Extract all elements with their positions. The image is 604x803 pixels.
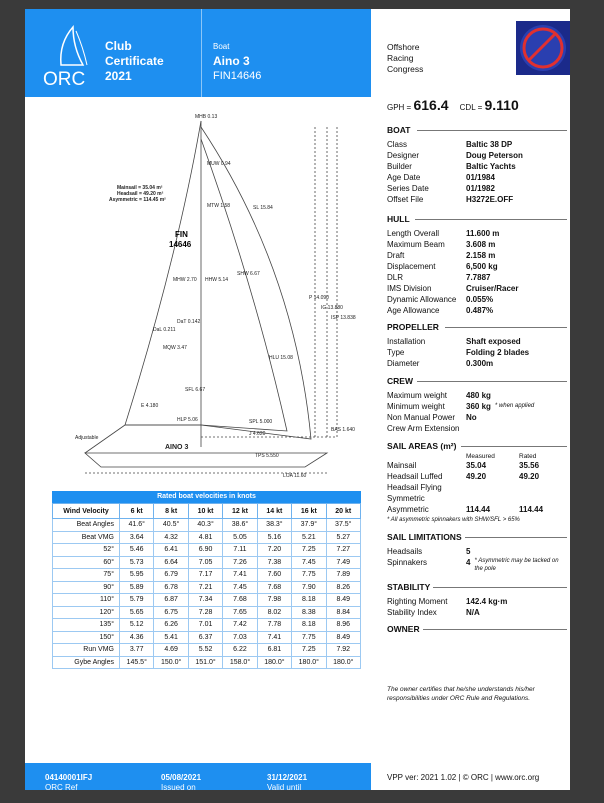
velocity-row-label: 90° — [53, 581, 120, 594]
drawing-sail-number-line1: FIN — [175, 230, 188, 239]
sail-area-row — [387, 493, 572, 504]
label-ig: IG 13.880 — [321, 305, 343, 311]
hull-row — [387, 250, 518, 261]
label-tps: TPS 5.550 — [255, 453, 279, 459]
label-loa: LOA 11.60 — [283, 473, 307, 479]
hull-label: Length Overall — [387, 229, 440, 238]
velocity-row-label: Gybe Angles — [53, 656, 120, 669]
velocity-cell: 7.45 — [292, 556, 326, 569]
velocity-cell: 4.36 — [120, 631, 154, 644]
velocity-cell: 180.0° — [292, 656, 326, 669]
velocity-cell: 7.68 — [223, 594, 257, 607]
velocity-cell: 6.90 — [188, 544, 222, 557]
velocity-column-header: 8 kt — [154, 504, 188, 519]
hull-row — [387, 305, 518, 316]
sail-limitations-section — [387, 532, 564, 573]
boat-value: Doug Peterson — [466, 151, 523, 160]
stability-row — [387, 596, 507, 607]
boat-label: Offset File — [387, 195, 424, 204]
propeller-section-title: PROPELLER — [387, 322, 529, 332]
velocity-column-header: 20 kt — [326, 504, 360, 519]
hull-label: IMS Division — [387, 284, 432, 293]
velocity-cell: 6.26 — [154, 619, 188, 632]
velocity-column-header: 6 kt — [120, 504, 154, 519]
sail-area-measured: 49.20 — [466, 472, 487, 481]
hull-row — [387, 261, 518, 272]
table-row — [53, 606, 361, 619]
hull-section — [387, 214, 518, 316]
propeller-value: Folding 2 blades — [466, 348, 530, 357]
area-asymmetric-label: Asymmetric = 114.45 m² — [109, 197, 166, 203]
boat-value: H3272E.OFF — [466, 195, 514, 204]
velocity-column-header: Wind Velocity — [53, 504, 120, 519]
spinnaker-outline — [201, 127, 311, 439]
velocity-cell: 7.28 — [188, 606, 222, 619]
velocity-cell: 7.75 — [292, 569, 326, 582]
ratings-line: GPH = 616.4 CDL = 9.110 — [387, 97, 519, 113]
stability-label: Stability Index — [387, 608, 437, 617]
label-mqw: MQW 3.47 — [163, 345, 187, 351]
club-certificate-title: Club Certificate 2021 — [105, 39, 164, 83]
drawing-sail-number — [169, 230, 192, 249]
label-shw: SHW 6.67 — [237, 271, 260, 277]
velocity-cell: 8.18 — [292, 594, 326, 607]
crew-note: * when applied — [494, 403, 535, 409]
velocity-cell: 7.75 — [292, 631, 326, 644]
crew-row — [387, 390, 534, 401]
stability-section-title: STABILITY — [387, 582, 507, 592]
propeller-label: Installation — [387, 337, 426, 346]
footer-banner — [25, 763, 371, 790]
sail-area-label: Symmetric — [387, 494, 425, 503]
rated-header: Rated — [519, 453, 537, 460]
velocity-cell: 7.25 — [292, 644, 326, 657]
velocity-cell: 7.41 — [257, 631, 291, 644]
crew-label: Minimum weight — [387, 402, 445, 411]
boat-section — [387, 125, 523, 205]
crew-label: Maximum weight — [387, 391, 448, 400]
velocity-cell: 151.0° — [188, 656, 222, 669]
velocity-cell: 180.0° — [257, 656, 291, 669]
certificate-page — [25, 9, 570, 790]
velocity-cell: 6.87 — [154, 594, 188, 607]
boat-section-title: BOAT — [387, 125, 523, 135]
velocity-cell: 145.5° — [120, 656, 154, 669]
propeller-section — [387, 322, 529, 369]
boat-value: Baltic Yachts — [466, 162, 516, 171]
velocity-cell: 8.18 — [292, 619, 326, 632]
crew-row — [387, 412, 534, 423]
velocity-cell: 7.38 — [257, 556, 291, 569]
hull-label: Maximum Beam — [387, 240, 445, 249]
velocity-cell: 5.41 — [154, 631, 188, 644]
velocity-cell: 7.92 — [326, 644, 360, 657]
stability-value: 142.4 kg·m — [466, 597, 508, 606]
table-row — [53, 581, 361, 594]
velocity-cell: 6.79 — [154, 569, 188, 582]
sail-area-label: Mainsail — [387, 461, 417, 470]
velocity-cell: 6.22 — [223, 644, 257, 657]
headsails-value: 5 — [466, 547, 471, 556]
hull-label: Age Allowance — [387, 306, 440, 315]
label-hlu: HLU 15.08 — [269, 355, 293, 361]
table-row — [53, 556, 361, 569]
sail-area-measured — [466, 493, 519, 504]
boat-value: 01/1982 — [466, 184, 495, 193]
velocity-cell: 7.26 — [223, 556, 257, 569]
boat-label: Series Date — [387, 184, 429, 193]
velocity-cell: 7.21 — [188, 581, 222, 594]
velocity-cell: 8.49 — [326, 631, 360, 644]
boat-row — [387, 194, 523, 205]
velocity-cell: 158.0° — [223, 656, 257, 669]
table-row — [53, 544, 361, 557]
table-row — [53, 619, 361, 632]
hull-name-label: AINO 3 — [165, 444, 189, 451]
velocity-table-title: Rated boat velocities in knots — [52, 491, 361, 503]
velocity-cell: 6.81 — [257, 644, 291, 657]
sail-area-rated: 35.56 — [519, 461, 540, 470]
velocity-cell: 40.3° — [188, 519, 222, 532]
label-dat: DaT 0.142 — [177, 319, 201, 325]
label-bas: BAS 1.640 — [331, 427, 355, 433]
velocity-cell: 5.73 — [120, 556, 154, 569]
velocity-cell: 5.89 — [120, 581, 154, 594]
velocity-cell: 7.98 — [257, 594, 291, 607]
orc-logo-icon — [39, 21, 103, 87]
velocity-row-label: 135° — [53, 619, 120, 632]
hull-value: Cruiser/Racer — [466, 284, 519, 293]
boat-label: Boat — [213, 42, 230, 51]
crew-value: No — [466, 413, 477, 422]
crew-section-title: CREW — [387, 376, 534, 386]
hull-value: 6,500 kg — [466, 262, 498, 271]
label-j: J 4.620 — [249, 431, 266, 437]
velocity-cell: 6.75 — [154, 606, 188, 619]
stability-section — [387, 582, 507, 618]
label-muw: MUW 0.94 — [207, 161, 231, 167]
velocity-row-label: Beat VMG — [53, 531, 120, 544]
velocity-cell: 5.16 — [257, 531, 291, 544]
label-dal: DaL 0.211 — [153, 327, 176, 333]
congress-stamp-icon — [516, 21, 570, 75]
boat-label: Age Date — [387, 173, 421, 182]
velocity-cell: 7.68 — [257, 581, 291, 594]
velocity-cell: 5.27 — [326, 531, 360, 544]
stability-label: Righting Moment — [387, 597, 448, 606]
label-spl: SPL 5.000 — [249, 419, 273, 425]
owner-section-title: OWNER — [387, 624, 420, 634]
velocity-cell: 7.89 — [326, 569, 360, 582]
sail-area-measured: 114.44 — [466, 505, 491, 514]
sail-area-label: Headsail Flying — [387, 483, 442, 492]
header-banner — [25, 9, 371, 97]
sail-area-measured: 35.04 — [466, 461, 487, 470]
velocity-table-header — [53, 504, 361, 519]
crew-section — [387, 376, 534, 434]
velocity-row-label: Run VMG — [53, 644, 120, 657]
crew-label: Crew Arm Extension — [387, 424, 460, 433]
velocity-cell: 41.6° — [120, 519, 154, 532]
mainsail-outline — [125, 121, 201, 425]
velocity-cell: 8.96 — [326, 619, 360, 632]
hull-label: DLR — [387, 273, 404, 282]
velocity-cell: 6.78 — [154, 581, 188, 594]
owner-note: The owner certifies that he/she understands his/her responsibilities under ORC Rule and Regulations. — [387, 686, 535, 702]
propeller-row — [387, 347, 529, 358]
hull-row — [387, 294, 518, 305]
crew-row — [387, 423, 534, 434]
propeller-label: Type — [387, 348, 405, 357]
boat-row — [387, 139, 523, 150]
header-divider — [201, 9, 202, 97]
velocity-cell: 7.11 — [223, 544, 257, 557]
velocity-row-label: Beat Angles — [53, 519, 120, 532]
velocity-cell: 180.0° — [326, 656, 360, 669]
velocity-cell: 5.46 — [120, 544, 154, 557]
velocity-cell: 5.05 — [223, 531, 257, 544]
boat-value: Baltic 38 DP — [466, 140, 513, 149]
velocity-column-header: 10 kt — [188, 504, 222, 519]
propeller-value: 0.300m — [466, 359, 494, 368]
table-row — [53, 519, 361, 532]
velocity-cell: 38.3° — [257, 519, 291, 532]
sail-plan-drawing — [65, 109, 365, 481]
area-mainsail-label: Mainsail = 35.04 m² — [117, 185, 163, 191]
spinnaker-note: * Asymmetric may be tacked on the pole — [474, 558, 559, 572]
hull-value: 11.600 m — [466, 229, 500, 238]
velocity-cell: 5.95 — [120, 569, 154, 582]
table-row — [53, 631, 361, 644]
label-p: P 14.090 — [309, 295, 329, 301]
velocity-cell: 4.81 — [188, 531, 222, 544]
velocity-cell: 7.90 — [292, 581, 326, 594]
velocity-cell: 5.65 — [120, 606, 154, 619]
boat-name: Aino 3 — [213, 54, 250, 68]
orc-ref: ORC Ref 04140001IFJ — [45, 773, 93, 792]
hull-row — [387, 272, 518, 283]
velocity-row-label: 75° — [53, 569, 120, 582]
velocity-cell: 7.45 — [223, 581, 257, 594]
velocity-cell: 6.41 — [154, 544, 188, 557]
velocity-cell: 8.49 — [326, 594, 360, 607]
sail-area-row — [387, 482, 572, 493]
velocity-cell: 7.05 — [188, 556, 222, 569]
velocity-row-label: 60° — [53, 556, 120, 569]
gph-value: 616.4 — [413, 97, 449, 113]
label-mhw2: HHW 5.14 — [205, 277, 229, 283]
label-sl: SL 15.84 — [253, 205, 273, 211]
sail-areas-section — [387, 441, 572, 523]
headsails-label: Headsails — [387, 547, 423, 556]
boat-label: Class — [387, 140, 408, 149]
boat-value: 01/1984 — [466, 173, 495, 182]
label-e: E 4.180 — [141, 403, 159, 409]
velocity-cell: 6.37 — [188, 631, 222, 644]
velocity-row-label: 120° — [53, 606, 120, 619]
velocity-row-label: 52° — [53, 544, 120, 557]
propeller-row — [387, 358, 529, 369]
velocity-cell: 7.34 — [188, 594, 222, 607]
velocity-cell: 7.49 — [326, 556, 360, 569]
spinnakers-value: 4 — [466, 558, 471, 567]
label-mhb: MHB 0.13 — [195, 114, 218, 120]
velocity-cell: 37.5° — [326, 519, 360, 532]
label-sfl: SFL 6.67 — [185, 387, 206, 393]
velocity-cell: 38.6° — [223, 519, 257, 532]
velocity-table — [52, 491, 361, 669]
velocity-cell: 8.02 — [257, 606, 291, 619]
table-row — [53, 531, 361, 544]
crew-label: Non Manual Power — [387, 413, 456, 422]
crew-value: 480 kg — [466, 391, 491, 400]
sail-area-measured — [466, 482, 519, 493]
boat-identity — [213, 42, 261, 82]
velocity-cell: 7.17 — [188, 569, 222, 582]
velocity-cell: 7.65 — [223, 606, 257, 619]
sail-area-rated: 114.44 — [519, 505, 544, 514]
hull-value: 0.055% — [466, 295, 494, 304]
hull-label: Draft — [387, 251, 405, 260]
boat-label: Designer — [387, 151, 420, 160]
table-row — [53, 594, 361, 607]
velocity-cell: 5.21 — [292, 531, 326, 544]
velocity-cell: 7.78 — [257, 619, 291, 632]
crew-value: 360 kg — [466, 402, 491, 411]
velocity-cell: 8.26 — [326, 581, 360, 594]
hull-row — [387, 283, 518, 294]
vpp-version: VPP ver: 2021 1.02 | © ORC | www.orc.org — [387, 773, 540, 782]
velocity-cell: 7.25 — [292, 544, 326, 557]
boat-row — [387, 172, 523, 183]
sail-number: FIN14646 — [213, 70, 262, 82]
velocity-cell: 6.64 — [154, 556, 188, 569]
sail-areas-note: * All asymmetric spinnakers with SHW/SFL > 65% — [387, 517, 520, 523]
velocity-cell: 4.32 — [154, 531, 188, 544]
hull-value: 0.487% — [466, 306, 494, 315]
velocity-row-label: 150° — [53, 631, 120, 644]
hull-section-title: HULL — [387, 214, 518, 224]
velocity-cell: 8.38 — [292, 606, 326, 619]
cdl-value: 9.110 — [484, 97, 519, 113]
propeller-label: Diameter — [387, 359, 420, 368]
label-mtw: MTW 1.58 — [207, 203, 231, 209]
velocity-cell: 150.0° — [154, 656, 188, 669]
velocity-column-header: 14 kt — [257, 504, 291, 519]
valid-until: Valid until 31/12/2021 — [267, 773, 308, 792]
hull-outline — [85, 453, 327, 467]
hull-value: 2.158 m — [466, 251, 496, 260]
propeller-row — [387, 336, 529, 347]
measured-header: Measured — [466, 453, 495, 460]
sail-area-row — [387, 504, 572, 515]
hull-label: Dynamic Allowance — [387, 295, 457, 304]
velocity-row-label: 110° — [53, 594, 120, 607]
owner-section — [387, 624, 420, 634]
sail-area-row — [387, 460, 572, 471]
boat-row — [387, 161, 523, 172]
velocity-cell: 5.52 — [188, 644, 222, 657]
boat-row — [387, 183, 523, 194]
label-hlp: HLP 5.06 — [177, 417, 198, 423]
label-mhw: MHW 2.70 — [173, 277, 197, 283]
velocity-cell: 7.03 — [223, 631, 257, 644]
velocity-cell: 7.20 — [257, 544, 291, 557]
velocity-cell: 5.79 — [120, 594, 154, 607]
velocity-cell: 5.12 — [120, 619, 154, 632]
velocity-table-body — [53, 519, 361, 669]
sail-area-label: Asymmetric — [387, 505, 429, 514]
sail-area-label: Headsail Luffed — [387, 472, 443, 481]
hull-row — [387, 239, 518, 250]
area-headsail-label: Headsail = 49.20 m² — [117, 191, 164, 197]
velocity-cell: 7.60 — [257, 569, 291, 582]
sail-area-rated: 49.20 — [519, 472, 540, 481]
velocity-cell: 7.41 — [223, 569, 257, 582]
issued-date: Issued on 05/08/2021 — [161, 773, 202, 792]
table-row — [53, 656, 361, 669]
velocity-column-header: 12 kt — [223, 504, 257, 519]
crew-row — [387, 401, 534, 412]
drawing-sail-number-line2: 14646 — [169, 240, 192, 249]
hull-value: 7.7887 — [466, 273, 491, 282]
org-name: Offshore Racing Congress — [387, 42, 424, 74]
propeller-value: Shaft exposed — [466, 337, 521, 346]
velocity-cell: 3.77 — [120, 644, 154, 657]
stability-value: N/A — [466, 608, 480, 617]
sail-areas-section-title: SAIL AREAS (m²) — [387, 441, 572, 451]
velocity-cell: 7.27 — [326, 544, 360, 557]
table-row — [53, 569, 361, 582]
velocity-column-header: 16 kt — [292, 504, 326, 519]
velocity-cell: 7.01 — [188, 619, 222, 632]
headsail-outline — [201, 139, 287, 431]
sail-area-row — [387, 471, 572, 482]
label-adjustable: Adjustable — [75, 435, 99, 441]
velocity-cell: 40.5° — [154, 519, 188, 532]
hull-label: Displacement — [387, 262, 436, 271]
hull-value: 3.608 m — [466, 240, 496, 249]
velocity-cell: 3.64 — [120, 531, 154, 544]
boat-label: Builder — [387, 162, 412, 171]
sail-limitations-section-title: SAIL LIMITATIONS — [387, 532, 564, 542]
stability-row — [387, 607, 507, 618]
org-short-logo: ORC — [43, 69, 86, 87]
velocity-cell: 8.84 — [326, 606, 360, 619]
boat-row — [387, 150, 523, 161]
label-isp: ISP 13.838 — [331, 315, 356, 321]
velocity-cell: 37.9° — [292, 519, 326, 532]
velocity-cell: 4.69 — [154, 644, 188, 657]
table-row — [53, 644, 361, 657]
hull-row — [387, 228, 518, 239]
spinnakers-label: Spinnakers — [387, 558, 428, 567]
velocity-cell: 7.42 — [223, 619, 257, 632]
